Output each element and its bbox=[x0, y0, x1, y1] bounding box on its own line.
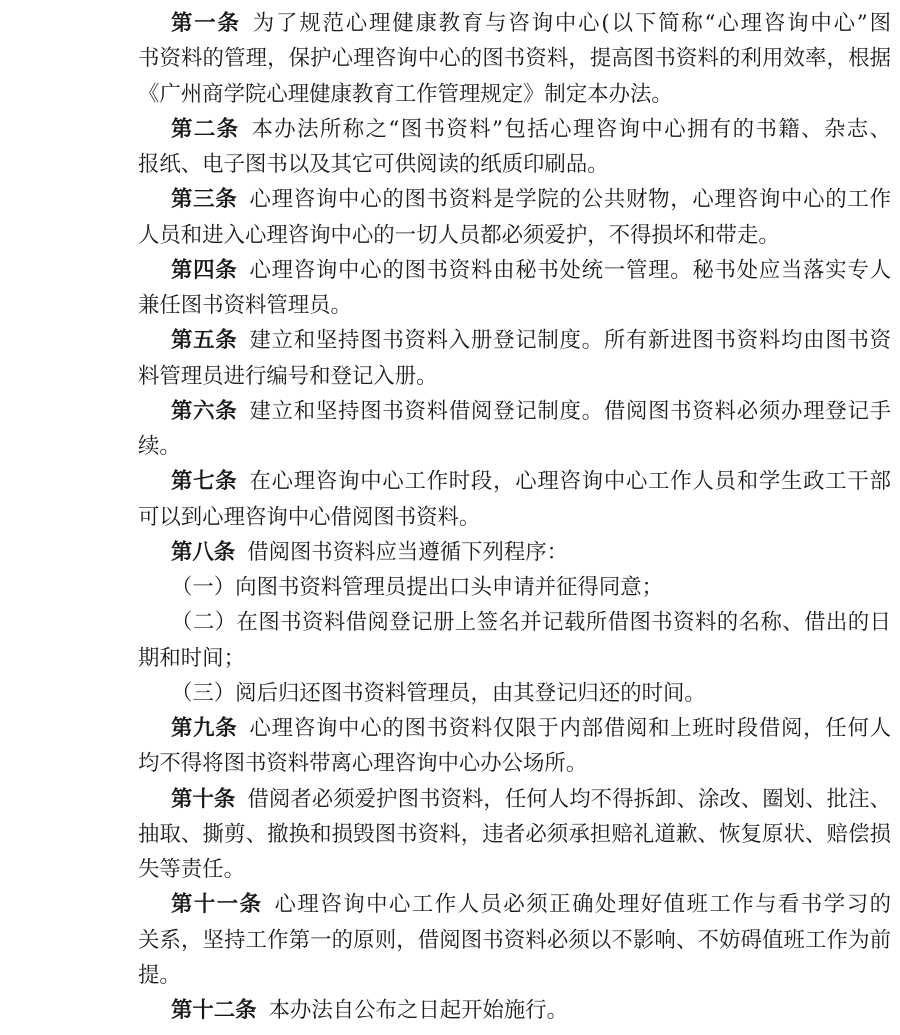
article-label: 第十条 bbox=[171, 786, 236, 812]
article-text: 心理咨询中心的图书资料是学院的公共财物，心理咨询中心的工作 bbox=[249, 187, 891, 213]
document-line: 关系，坚持工作第一的原则，借阅图书资料必须以不影响、不妨碍值班工作为前 bbox=[138, 927, 891, 953]
document-line bbox=[138, 182, 891, 217]
document-line bbox=[138, 394, 891, 429]
article-text: 建立和坚持图书资料借阅登记制度。借阅图书资料必须办理登记手 bbox=[249, 398, 891, 424]
document-line: 期和时间； bbox=[138, 645, 245, 671]
article-text: 心理咨询中心的图书资料仅限于内部借阅和上班时段借阅，任何人 bbox=[249, 716, 891, 741]
document-line: 提。 bbox=[138, 962, 181, 988]
document-body bbox=[138, 6, 891, 1028]
article-label: 第七条 bbox=[171, 469, 238, 495]
article-label: 第二条 bbox=[171, 116, 240, 142]
document-line bbox=[138, 782, 891, 817]
article-label: 第五条 bbox=[171, 328, 238, 354]
article-label: 第十一条 bbox=[171, 892, 263, 918]
document-line bbox=[138, 535, 891, 570]
document-line: （二）在图书资料借阅登记册上签名并记载所借图书资料的名称、借出的日 bbox=[171, 610, 891, 636]
article-label: 第十二条 bbox=[171, 998, 257, 1023]
article-text: 为了规范心理健康教育与咨询中心(以下简称“心理咨询中心”图 bbox=[252, 11, 891, 36]
document-line bbox=[138, 323, 891, 358]
article-label: 第六条 bbox=[171, 398, 238, 424]
article-text: 借阅者必须爱护图书资料，任何人均不得拆卸、涂改、圈划、批注、 bbox=[247, 786, 891, 812]
document-line: 续。 bbox=[138, 434, 181, 459]
document-line bbox=[138, 887, 891, 922]
article-label: 第四条 bbox=[171, 257, 238, 283]
document-line bbox=[138, 464, 891, 499]
document-line: 人员和进入心理咨询中心的一切人员都必须爱护，不得损坏和带走。 bbox=[138, 222, 780, 248]
document-line: 报纸、电子图书以及其它可供阅读的纸质印刷品。 bbox=[138, 152, 609, 177]
document-line bbox=[138, 6, 891, 41]
document-line bbox=[138, 711, 891, 746]
document-line bbox=[138, 253, 891, 288]
article-text: 建立和坚持图书资料入册登记制度。所有新进图书资料均由图书资 bbox=[249, 328, 891, 354]
article-label: 第一条 bbox=[171, 11, 241, 36]
document-line: 抽取、撕剪、撤换和损毁图书资料，违者必须承担赔礼道歉、恢复原状、赔偿损 bbox=[138, 821, 891, 847]
document-line: 均不得将图书资料带离心理咨询中心办公场所。 bbox=[138, 751, 588, 777]
article-text: 心理咨询中心的图书资料由秘书处统一管理。秘书处应当落实专人 bbox=[249, 257, 891, 283]
article-text: 心理咨询中心工作人员必须正确处理好值班工作与看书学习的 bbox=[274, 892, 891, 918]
document-line: （三）阅后归还图书资料管理员，由其登记归还的时间。 bbox=[171, 680, 706, 706]
document-line bbox=[138, 112, 891, 147]
document-line bbox=[138, 993, 891, 1028]
article-text: 本办法所称之“图书资料”包括心理咨询中心拥有的书籍、杂志、 bbox=[251, 116, 891, 142]
document-line: 《广州商学院心理健康教育工作管理规定》制定本办法。 bbox=[138, 81, 673, 107]
document-line: 可以到心理咨询中心借阅图书资料。 bbox=[138, 504, 481, 530]
article-label: 第八条 bbox=[171, 539, 236, 565]
article-text: 借阅图书资料应当遵循下列程序： bbox=[247, 539, 569, 565]
article-text: 在心理咨询中心工作时段，心理咨询中心工作人员和学生政工干部 bbox=[249, 469, 891, 495]
article-text: 本办法自公布之日起开始施行。 bbox=[268, 998, 569, 1023]
document-line: 书资料的管理，保护心理咨询中心的图书资料，提高图书资料的利用效率，根据 bbox=[138, 46, 891, 72]
document-line: 失等责任。 bbox=[138, 857, 245, 882]
document-line: 兼任图书资料管理员。 bbox=[138, 293, 352, 318]
document-line: （一）向图书资料管理员提出口头申请并征得同意； bbox=[171, 575, 663, 600]
article-label: 第九条 bbox=[171, 716, 238, 741]
article-label: 第三条 bbox=[171, 187, 238, 213]
document-line: 料管理员进行编号和登记入册。 bbox=[138, 363, 438, 389]
